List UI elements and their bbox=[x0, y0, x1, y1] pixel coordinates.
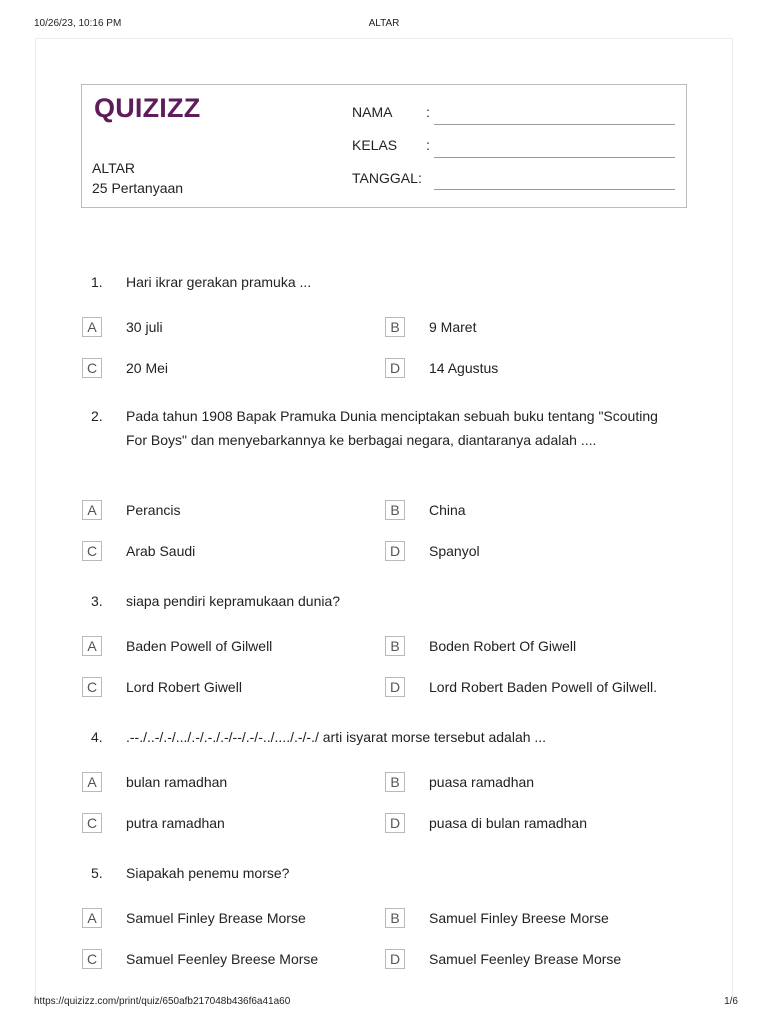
option-text: Lord Robert Giwell bbox=[126, 679, 242, 695]
option-letter: D bbox=[385, 541, 405, 561]
option-letter: C bbox=[82, 677, 102, 697]
option-letter: D bbox=[385, 949, 405, 969]
option-letter: A bbox=[82, 636, 102, 656]
option-letter: B bbox=[385, 500, 405, 520]
date-line[interactable] bbox=[434, 189, 675, 190]
option-letter: B bbox=[385, 317, 405, 337]
date-colon: : bbox=[418, 170, 422, 186]
question-count: 25 Pertanyaan bbox=[92, 180, 184, 196]
option-letter: C bbox=[82, 813, 102, 833]
question-text: Hari ikrar gerakan pramuka ... bbox=[126, 274, 312, 290]
option-text: Samuel Feenley Brease Morse bbox=[429, 951, 622, 967]
print-url[interactable]: https://quizizz.com/print/quiz/650afb217048b436f6a41a60 bbox=[34, 996, 291, 1007]
question-number: 5. bbox=[91, 865, 103, 881]
question-text: Siapakah penemu morse? bbox=[126, 865, 290, 881]
option-text: 9 Maret bbox=[429, 319, 477, 335]
option-letter: D bbox=[385, 358, 405, 378]
page-number: 1/6 bbox=[724, 996, 738, 1007]
option-letter: C bbox=[82, 541, 102, 561]
question-number: 1. bbox=[91, 274, 103, 290]
option-text: Baden Powell of Gilwell bbox=[126, 638, 273, 654]
option-letter: B bbox=[385, 908, 405, 928]
option-text: Perancis bbox=[126, 502, 181, 518]
option-letter: A bbox=[82, 772, 102, 792]
option-text: Arab Saudi bbox=[126, 543, 196, 559]
class-colon: : bbox=[426, 137, 430, 153]
option-text: Samuel Finley Brease Morse bbox=[126, 910, 306, 926]
option-text: Samuel Finley Breese Morse bbox=[429, 910, 609, 926]
option-text: 20 Mei bbox=[126, 360, 169, 376]
date-label: TANGGAL bbox=[352, 170, 418, 186]
option-text: Samuel Feenley Breese Morse bbox=[126, 951, 319, 967]
print-title: ALTAR bbox=[368, 18, 400, 29]
name-colon: : bbox=[426, 104, 430, 120]
option-text: 30 juli bbox=[126, 319, 163, 335]
option-letter: C bbox=[82, 358, 102, 378]
quiz-title: ALTAR bbox=[92, 160, 136, 176]
name-label: NAMA bbox=[352, 104, 393, 120]
quiz-info-box bbox=[81, 84, 687, 208]
question-number: 3. bbox=[91, 593, 103, 609]
question-number: 4. bbox=[91, 729, 103, 745]
option-text: 14 Agustus bbox=[429, 360, 499, 376]
option-text: bulan ramadhan bbox=[126, 774, 228, 790]
option-text: Spanyol bbox=[429, 543, 480, 559]
option-letter: C bbox=[82, 949, 102, 969]
question-text: siapa pendiri kepramukaan dunia? bbox=[126, 593, 341, 609]
option-letter: B bbox=[385, 772, 405, 792]
option-letter: A bbox=[82, 908, 102, 928]
class-line[interactable] bbox=[434, 157, 675, 158]
question-number: 2. bbox=[91, 408, 103, 424]
option-letter: D bbox=[385, 677, 405, 697]
option-letter: A bbox=[82, 317, 102, 337]
class-label: KELAS bbox=[352, 137, 398, 153]
option-text: China bbox=[429, 502, 466, 518]
name-line[interactable] bbox=[434, 124, 675, 125]
question-2 bbox=[91, 404, 681, 476]
question-text: Pada tahun 1908 Bapak Pramuka Dunia menciptakan sebuah buku tentang "Scouting For Boys" dan menyebarkannya ke berbagai negara, diantaranya adalah .... bbox=[126, 408, 658, 448]
option-text: Lord Robert Baden Powell of Gilwell. bbox=[429, 679, 658, 695]
option-text: putra ramadhan bbox=[126, 815, 225, 831]
option-text: puasa di bulan ramadhan bbox=[429, 815, 588, 831]
option-text: puasa ramadhan bbox=[429, 774, 535, 790]
print-footer bbox=[0, 996, 768, 1010]
option-letter: D bbox=[385, 813, 405, 833]
question-text: .--./..-/.-/.../.-/.-./.-/--/.-/-../..../.-/-./ arti isyarat morse tersebut adalah ... bbox=[126, 729, 547, 745]
option-text: Boden Robert Of Giwell bbox=[429, 638, 577, 654]
quizizz-logo: QUIZIZZ bbox=[94, 93, 201, 123]
option-letter: A bbox=[82, 500, 102, 520]
option-letter: B bbox=[385, 636, 405, 656]
print-header bbox=[0, 18, 768, 32]
print-datetime: 10/26/23, 10:16 PM bbox=[34, 18, 122, 29]
